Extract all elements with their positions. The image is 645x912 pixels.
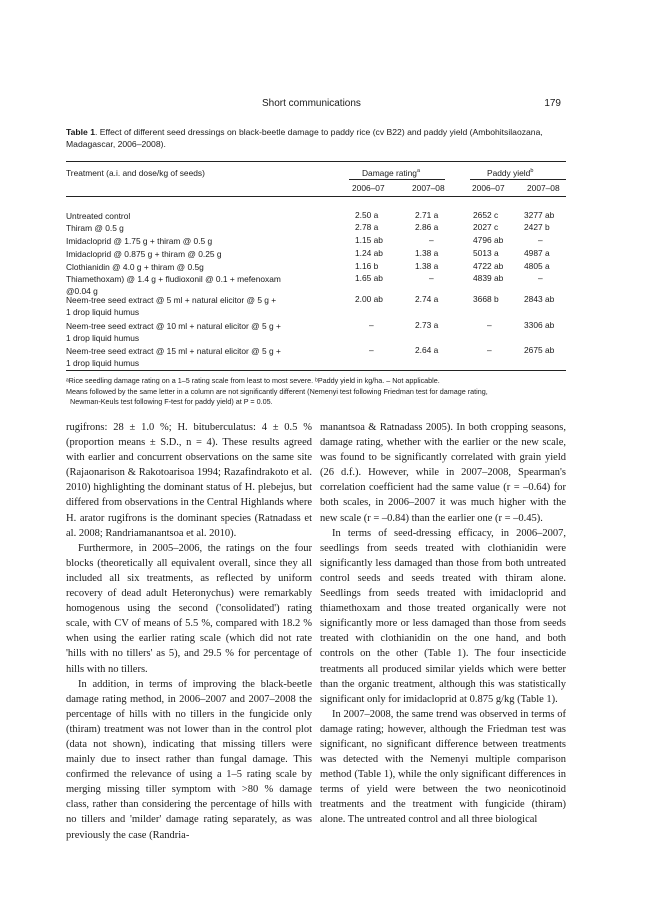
table-row-label: [66, 210, 130, 222]
table-bottom-rule: [66, 370, 566, 371]
table-row-label: [66, 345, 281, 369]
table-cell: 3306 ab: [524, 320, 555, 330]
table-cell: –: [429, 273, 434, 283]
table-row-label-line: Untreated control: [66, 211, 131, 221]
table-row-label-line: Thiamethoxam) @ 1.4 g + fludioxonil @ 0.1 + mefenoxam: [66, 274, 281, 284]
paragraph: In terms of seed-dressing efficacy, in 2006–2007, seedlings from seeds treated with clothianidin were significantly less damaged than those from both untreated control seeds and seeds treated with thiram alone. Seedlings from seeds treated with imidacloprid and thiamethoxam and those treated organically were not significantly more or less damaged than those from seeds treated with clothianidin on the one hand, and both controls on the other (Table 1). The four insecticide treatments all produced similar yields which were better than the organic treatment, although this was statistically significant only for imidacloprid at 0.875 g/kg (Table 1).: [320, 527, 566, 705]
table-row-label-line: Neem-tree seed extract @ 10 ml + natural elicitor @ 5 g +: [66, 321, 281, 331]
table-cell: –: [538, 273, 543, 283]
table-row-label: [66, 294, 276, 318]
table-row-label-line: Thiram @ 0.5 g: [66, 223, 124, 233]
table-cell: 4987 a: [524, 248, 550, 258]
table-cell: –: [487, 320, 492, 330]
table-footnote: Newman-Keuls test following F-test for paddy yield) at P = 0.05.: [70, 397, 273, 406]
table-header-rule: [66, 196, 566, 197]
table-cell: 2.74 a: [415, 294, 439, 304]
table-cell: 1.16 b: [355, 261, 379, 271]
table-cell: –: [487, 345, 492, 355]
table-cell: 2.00 ab: [355, 294, 383, 304]
table-caption-label: Table 1: [66, 127, 95, 137]
column-header-year: 2006–07: [472, 183, 505, 193]
table-cell: –: [369, 320, 374, 330]
table-cell: 4722 ab: [473, 261, 504, 271]
table-cell: 2427 b: [524, 222, 550, 232]
paragraph: manantsoa & Ratnadass 2005). In both cropping seasons, damage rating, whether with the earlier or the new scale, was found to be significantly correlated with grain yield (26 d.f.). However, while in 2007–2008, Spearman's correlation coefficient had the same value (r = –0.64) for both scales, in 2006–2007 it was much higher with the new scale (r = –0.84) than the earlier one (r = –0.45).: [320, 422, 566, 524]
table-row-label: [66, 235, 212, 247]
table-cell: –: [538, 235, 543, 245]
table-row-label-line: @0.04 g: [66, 286, 98, 296]
table-row-label-line: Neem-tree seed extract @ 15 ml + natural elicitor @ 5 g +: [66, 346, 281, 356]
yield-group-rule: [470, 179, 566, 180]
table-cell: 3668 b: [473, 294, 499, 304]
table-row-label: [66, 222, 124, 234]
table-row-label: [66, 320, 281, 344]
table-row-label: [66, 261, 204, 273]
table-cell: –: [429, 235, 434, 245]
table-cell: 2027 c: [473, 222, 499, 232]
table-cell: 2.78 a: [355, 222, 379, 232]
table-footnote: Means followed by the same letter in a column are not significantly different (Nemenyi test following Friedman test for damage rating,: [66, 387, 488, 396]
table-row-label-line: Imidacloprid @ 1.75 g + thiram @ 0.5 g: [66, 236, 213, 246]
column-header-year: 2006–07: [352, 183, 385, 193]
table-cell: 2.50 a: [355, 210, 379, 220]
table-cell: 2652 c: [473, 210, 499, 220]
column-header-year: 2007–08: [527, 183, 560, 193]
column-group-yield: Paddy yield$^b$: [487, 168, 534, 178]
table-cell: 5013 a: [473, 248, 499, 258]
table-cell: 2.71 a: [415, 210, 439, 220]
page-number: 179: [544, 98, 561, 109]
table-cell: 2.73 a: [415, 320, 439, 330]
paragraph: In 2007–2008, the same trend was observed in terms of damage rating; however, although the Friedman test was significant, no significant difference between treatments was detected with the Nemenyi multiple comparison method (Table 1), while the only significant differences in terms of yield were between the two neonicotinoid treatments and the treatment with fungicide (thiram) alone. The untreated control and all three biological: [320, 708, 566, 826]
table-row-label-line: Clothianidin @ 4.0 g + thiram @ 0.5g: [66, 262, 204, 272]
table-row-label-line: Imidacloprid @ 0.875 g + thiram @ 0.25 g: [66, 249, 222, 259]
table-row-label: [66, 248, 222, 260]
table-caption: [66, 127, 566, 150]
table-caption-text: . Effect of different seed dressings on black-beetle damage to paddy rice (cv B22) and paddy yield (Ambohitsilaozana, Madagascar, 2006–2008).: [66, 127, 543, 149]
table-footnote: ᵃRice seedling damage rating on a 1–5 rating scale from least to most severe. ᵇPaddy yield in kg/ha. – Not applicable.: [66, 376, 440, 385]
table-row-label-line: 1 drop liquid humus: [66, 358, 140, 368]
table-cell: 1.15 ab: [355, 235, 383, 245]
table-cell: 4805 a: [524, 261, 550, 271]
table-row-label-line: 1 drop liquid humus: [66, 307, 140, 317]
table-cell: 4839 ab: [473, 273, 504, 283]
left-text-column: [66, 420, 312, 843]
table-cell: 3277 ab: [524, 210, 555, 220]
table-row-label-line: Neem-tree seed extract @ 5 ml + natural elicitor @ 5 g +: [66, 295, 277, 305]
table-cell: 2675 ab: [524, 345, 555, 355]
table-cell: 4796 ab: [473, 235, 504, 245]
right-text-column: [320, 420, 566, 828]
damage-group-rule: [349, 179, 445, 180]
table-cell: 2.86 a: [415, 222, 439, 232]
table-cell: 1.65 ab: [355, 273, 383, 283]
paragraph: rugifrons: 28 ± 1.0 %; H. bituberculatus: 4 ± 0.5 % (proportion means ± S.D., n = 4). These results agreed with earlier and concurrent observations on the same site (Rajaonarison & Rakotoarisoa 1994; Razafindrakoto et al. 2010) highlighting the dominant status of H. plebejus, but differed from observations in the Central Highlands where H. arator rugifrons is the dominant species (Ratnadass et al. 2008; Randriamanantsoa et al. 2010).: [66, 422, 312, 539]
running-title: Short communications: [262, 98, 361, 109]
column-header-year: 2007–08: [412, 183, 445, 193]
table-cell: 2843 ab: [524, 294, 555, 304]
table-top-rule: [66, 161, 566, 162]
table-row-label-line: 1 drop liquid humus: [66, 333, 140, 343]
table-cell: 1.24 ab: [355, 248, 383, 258]
paragraph: Furthermore, in 2005–2006, the ratings on the four blocks (theoretically all equivalent overall, since they all included all six treatments, as reflected by uniform recovery of dead adult Heteronychus) were remarkably homogenous using the second ('consolidated') rating scale, with CV of means of 5.5 %, compared with 18.2 % when using the earlier rating scale (which did not rate 'hills with no tillers' as 5), and 29.5 % for percentage of hills with no tillers.: [66, 542, 312, 675]
table-cell: 2.64 a: [415, 345, 439, 355]
paragraph: In addition, in terms of improving the black-beetle damage rating method, in 2006–2007 and 2007–2008 the percentage of hills with no tillers in the fungicide only (thiram) treatment was not lower than in the control plot (data not shown), indicating that missing tillers were mainly due to insect rather than fungal damage. This confirmed the relevance of using a 1–5 rating scale by merging missing tiller symptom with >80 % damage class, rather than considering the percentage of hills with no tillers and 'milder' damage rating separately, as was previously the case (Randria-: [66, 678, 312, 841]
table-cell: –: [369, 345, 374, 355]
table-cell: 1.38 a: [415, 248, 439, 258]
column-group-damage: Damage rating$^a$: [362, 168, 420, 178]
table-cell: 1.38 a: [415, 261, 439, 271]
column-header-treatment: Treatment (a.i. and dose/kg of seeds): [66, 168, 205, 178]
